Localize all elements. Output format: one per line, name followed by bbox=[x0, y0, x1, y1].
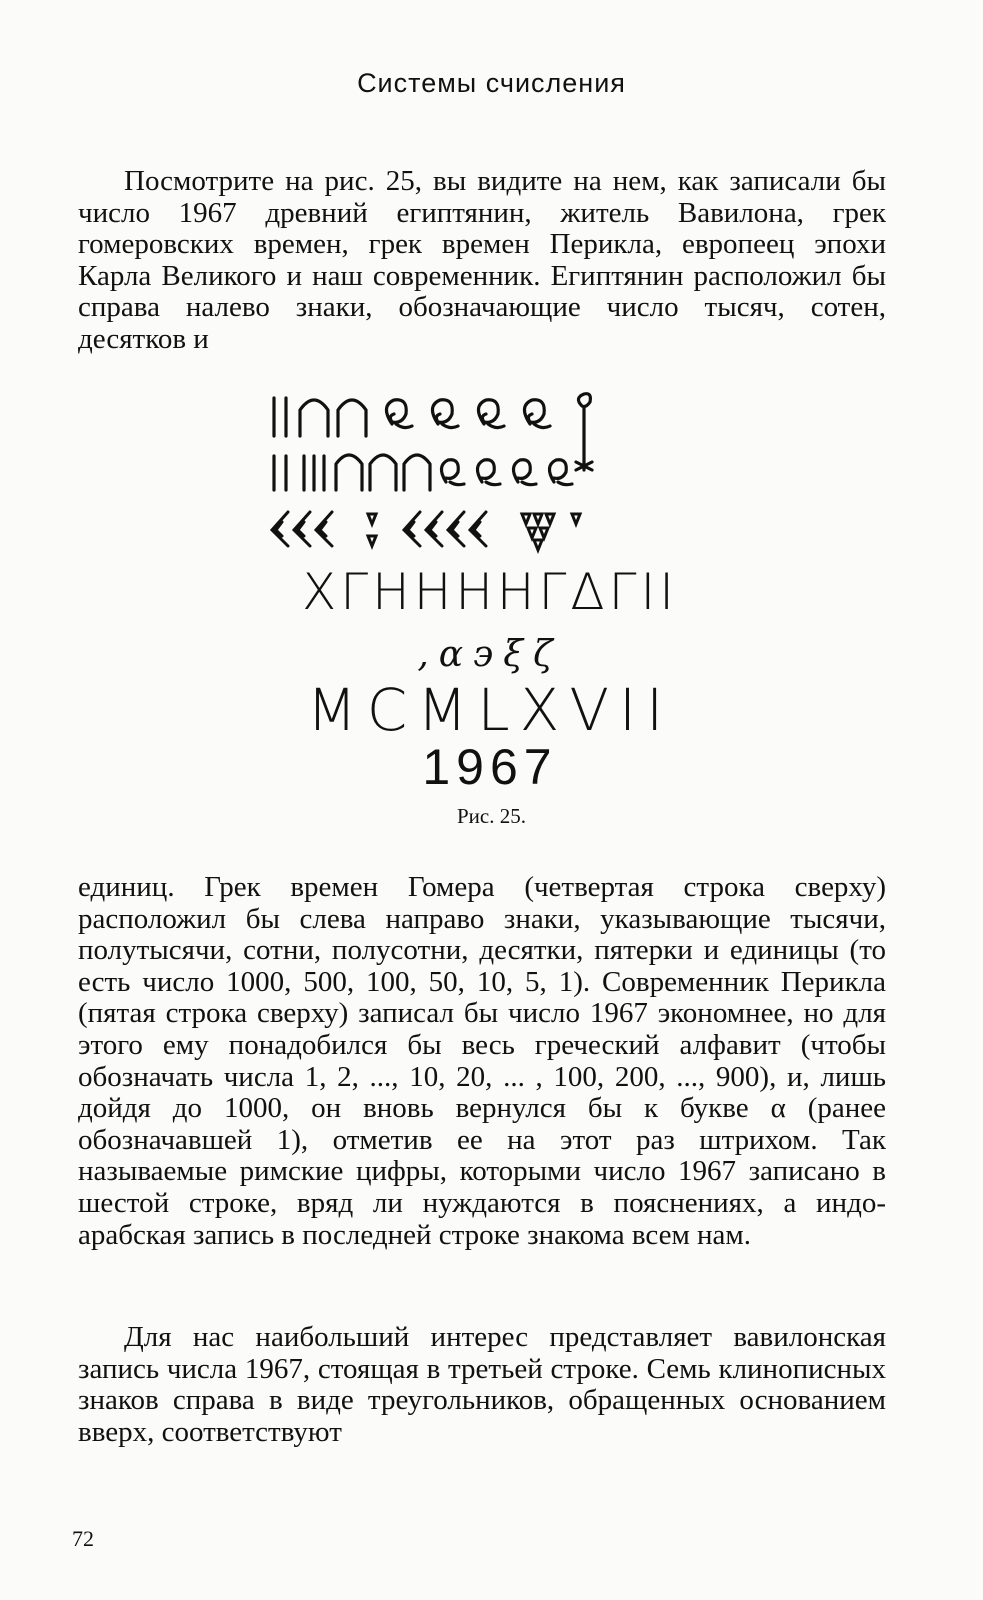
babylonian-row bbox=[272, 512, 580, 550]
roman-numeral-row: MCMLXVII bbox=[306, 676, 674, 744]
paragraph-intro: Посмотрите на рис. 25, вы видите на нем, как записали бы число 1967 древний египтянин, житель Вавилона, грек гомеровских времен, грек времен Перикла, европеец эпохи Карла Великого и наш современник. Египтянин расположил бы справа налево знаки, обозначающие число тысяч, сотен, десятков и bbox=[78, 165, 886, 355]
paragraph-babylonian: Для нас наибольший интерес представляет вавилонская запись числа 1967, стоящая в третьей строке. Семь клинописных знаков справа в виде треугольников, обращенных основанием вверх, соответствуют bbox=[78, 1321, 886, 1448]
paragraph-explanation: единиц. Грек времен Гомера (четвертая строка сверху) расположил бы слева направо знаки, указывающие тысячи, полутысячи, сотни, полусотни, десятки, пятерки и единицы (то есть число 1000, 500, 100, 50, 10, 5, 1). Современник Перикла (пятая строка сверху) записал бы число 1967 экономнее, но для этого ему понадобился бы весь греческий алфавит (чтобы обозначать числа 1, 2, ..., 10, 20, ... , 100, 200, ..., 900), и, лишь дойдя до 1000, он вновь вернулся бы к букве α (ранее обозначавшей 1), отметив ее на этот раз штрихом. Так называемые римские цифры, которыми число 1967 записано в шестой строке, вряд ли нуждаются в пояснениях, а индо-арабская запись в последней строке знакома всем нам. bbox=[78, 871, 886, 1251]
egyptian-row bbox=[274, 394, 592, 490]
modern-numeral-row: 1967 bbox=[422, 739, 558, 795]
page-title: Системы счисления bbox=[357, 68, 626, 98]
page-number: 72 bbox=[72, 1526, 94, 1551]
greek-acrophonic-row: ΧΓΗΗΗΗΓΔΓΙΙ bbox=[302, 563, 678, 621]
figure-25 bbox=[180, 386, 800, 806]
figure-caption: Рис. 25. bbox=[457, 804, 526, 828]
greek-alphabetic-row: ,α϶ξζ bbox=[417, 634, 563, 675]
